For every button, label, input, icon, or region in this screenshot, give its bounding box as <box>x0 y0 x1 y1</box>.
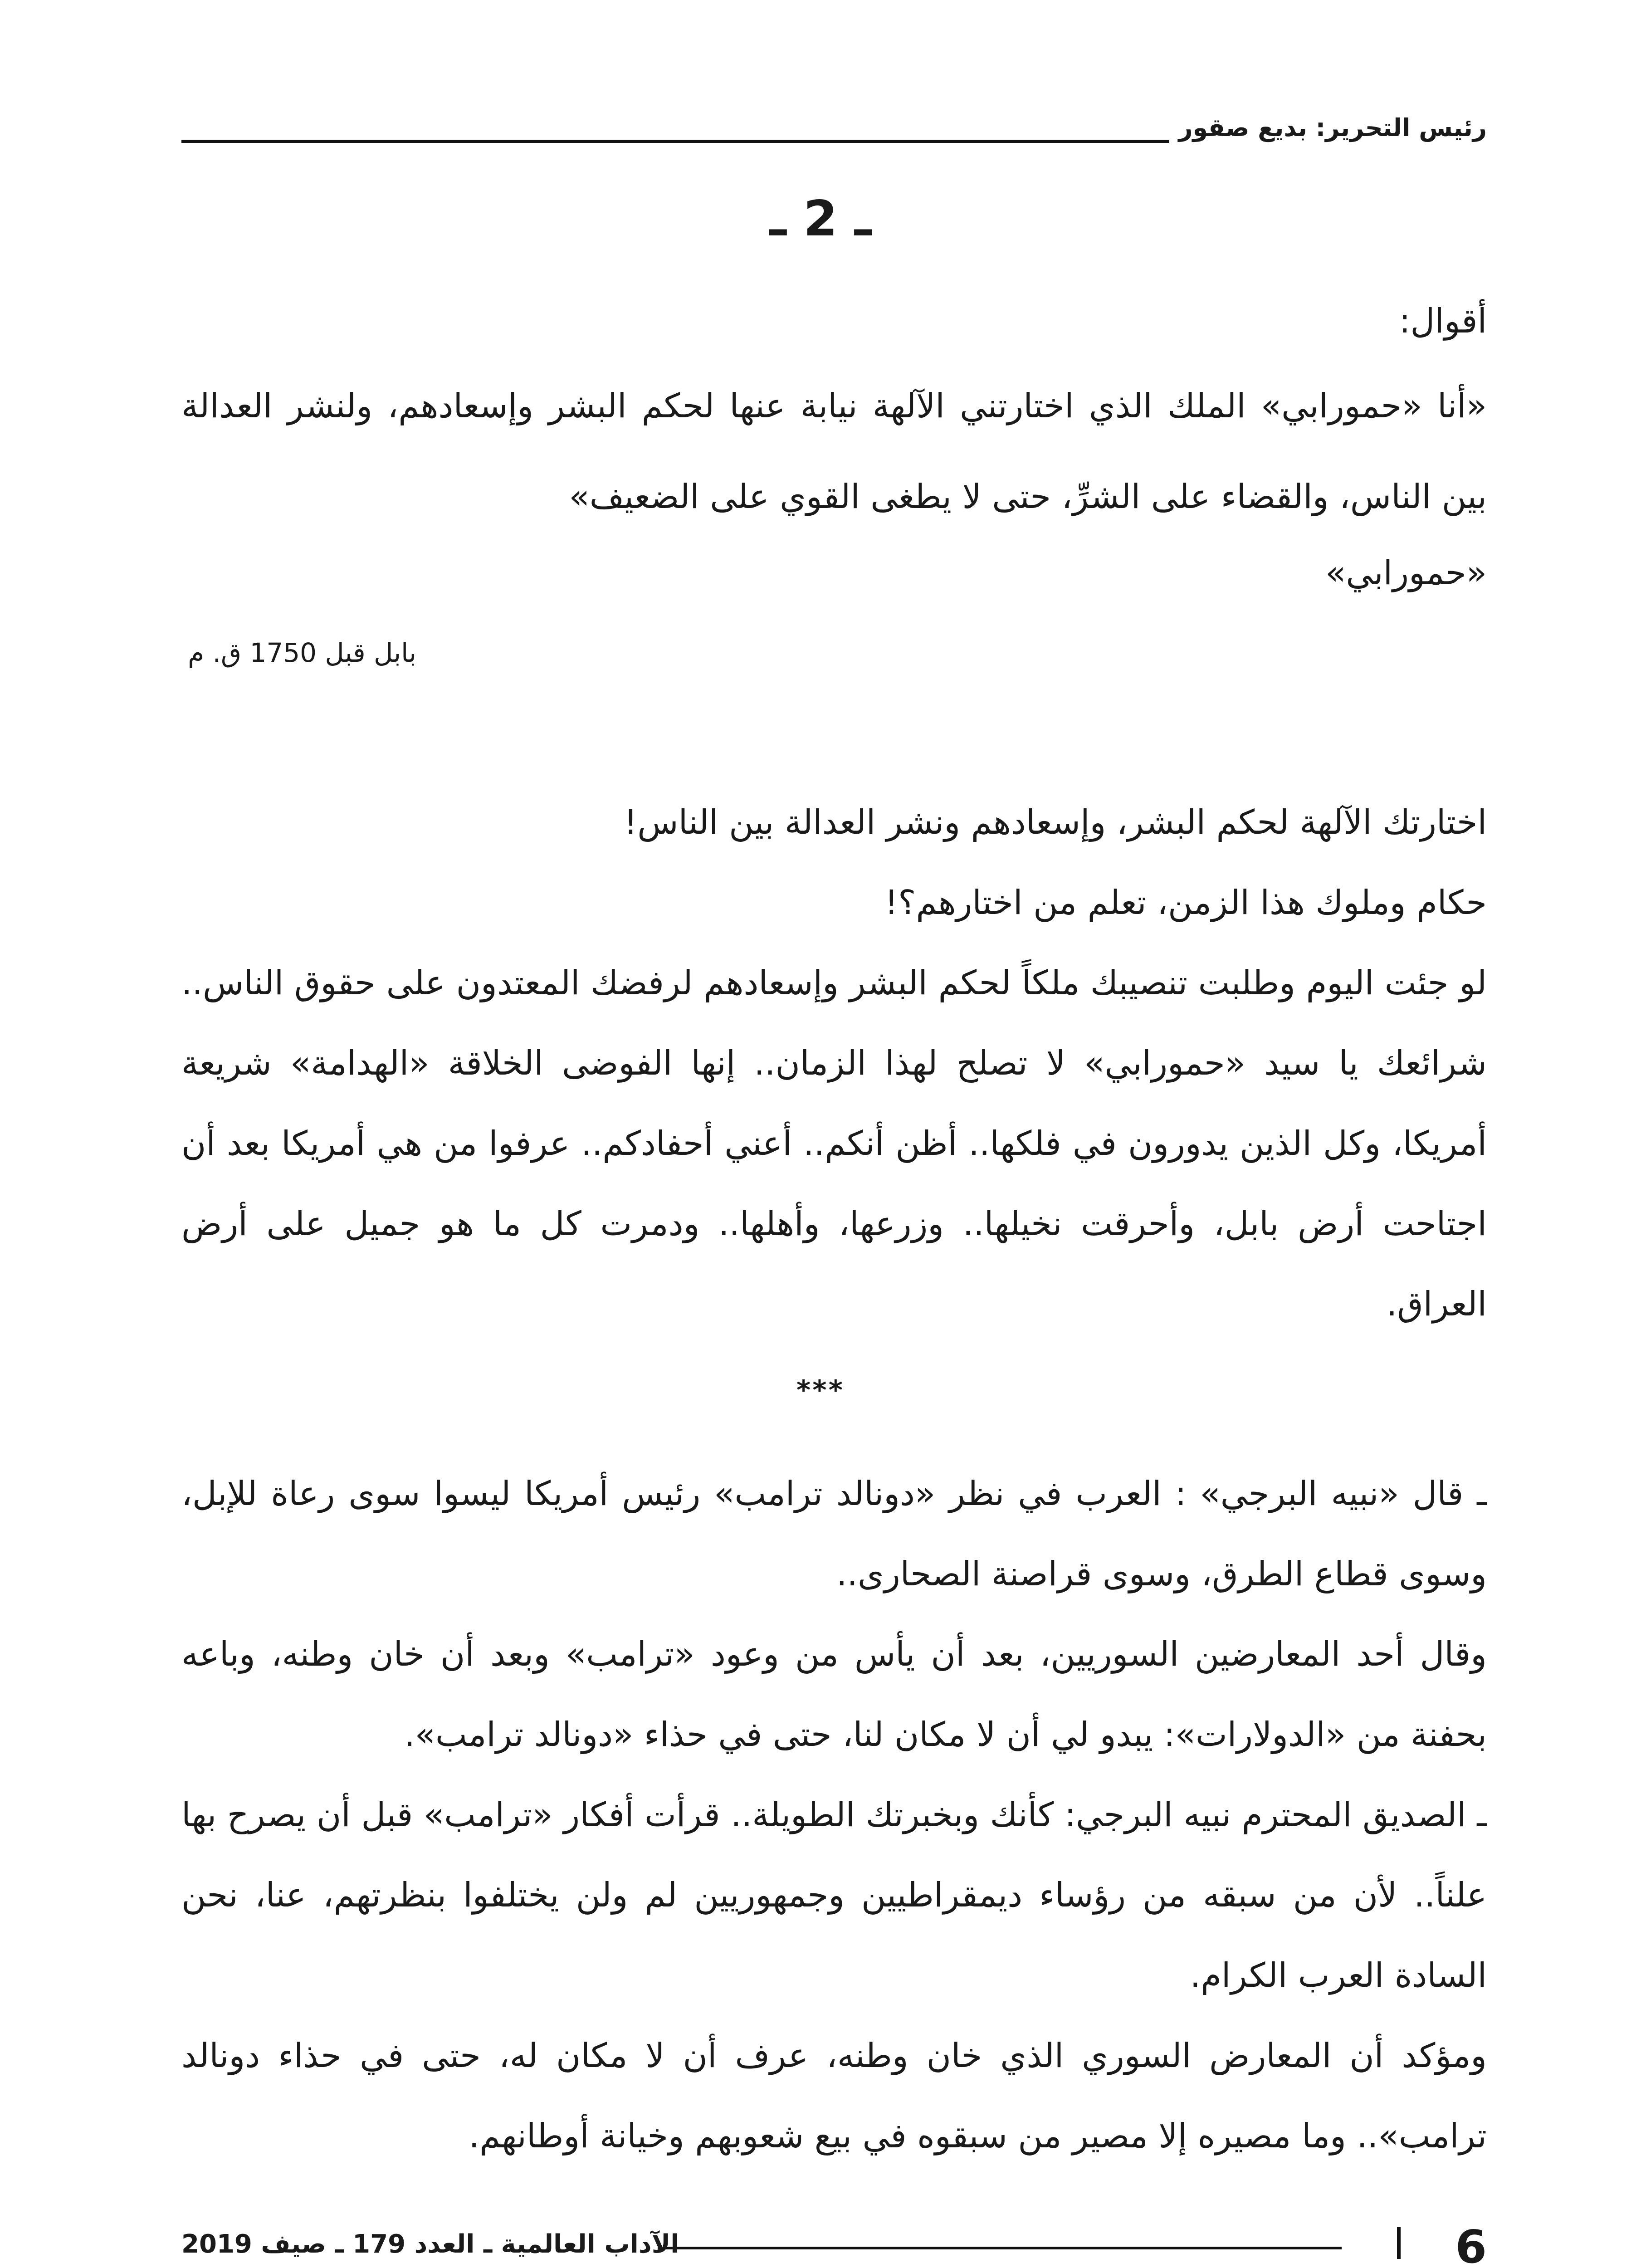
editor-line: رئيس التحرير: بديع صقور <box>1178 113 1487 142</box>
epigraph-dateline: بابل قبل 1750 ق. م <box>188 637 416 668</box>
section-number: ـ 2 ـ <box>769 191 872 247</box>
header-rule <box>181 140 1169 143</box>
journal-issue: الآداب العالمية ـ العدد 179 ـ صيف 2019 <box>181 2229 679 2259</box>
paragraph: اختارتك الآلهة لحكم البشر، وإسعادهم ونشر العدالة بين الناس! <box>624 803 1487 842</box>
paragraph: حكام وملوك هذا الزمن، تعلم من اختارهم؟! <box>884 883 1487 922</box>
body-section-2 <box>181 1454 1487 2176</box>
paragraph: ـ الصديق المحترم نبيه البرجي: كأنك وبخبرتك الطويلة.. قرأت أفكار «ترامب» قبل أن يصرح بها علناً.. لأن من سبقه من رؤساء ديمقراطيين وجمهوريين لم ولن يختلفوا بنظرتهم، عنا، نحن السادة العرب الكرام. <box>181 1795 1487 1995</box>
epigraph-quote-block <box>181 361 1487 542</box>
epigraph-quote: «أنا «حمورابي» الملك الذي اختارتني الآلهة نيابة عنها لحكم البشر وإسعادهم، ولنشر العدالة بين الناس، والقضاء على الشرِّ، حتى لا يطغى القوي على الضعيف» <box>181 386 1487 516</box>
paragraph: وقال أحد المعارضين السوريين، بعد أن يأس من وعود «ترامب» وبعد أن خان وطنه، وباعه بحفنة من «الدولارات»: يبدو لي أن لا مكان لنا، حتى في حذاء «دونالد ترامب». <box>181 1635 1487 1754</box>
epigraph-attribution-block <box>181 533 1487 613</box>
epigraph-label-block <box>181 281 1487 362</box>
page-footer <box>181 2220 1487 2268</box>
paragraph: لو جئت اليوم وطلبت تنصيبك ملكاً لحكم البشر وإسعادهم لرفضك المعتدون على حقوق الناس.. شرائعك يا سيد «حمورابي» لا تصلح لهذا الزمان.. إنها الفوضى الخلاقة «الهدامة» شريعة أمريكا، وكل الذين يدورون في فلكها.. أظن أنكم.. أعني أحفادكم.. عرفوا من هي أمريكا بعد أن اجتاحت أرض بابل، وأحرقت نخيلها.. وزرعها، وأهلها.. ودمرت كل ما هو جميل على أرض العراق. <box>181 963 1487 1324</box>
page-header <box>181 113 1487 163</box>
footer-rule <box>658 2247 1342 2249</box>
paragraph: ومؤكد أن المعارض السوري الذي خان وطنه، عرف أن لا مكان له، حتى في حذاء دونالد ترامب».. وما مصيره إلا مصير من سبقوه في بيع شعوبهم وخيانة أوطانهم. <box>181 2036 1487 2156</box>
paragraph: ـ قال «نبيه البرجي» : العرب في نظر «دونالد ترامب» رئيس أمريكا ليسوا سوى رعاة للإبل، وسوى قطاع الطرق، وسوى قراصنة الصحارى.. <box>181 1474 1487 1593</box>
page-number: 6 <box>1455 2220 1487 2268</box>
epigraph-label: أقوال: <box>1399 302 1487 341</box>
body-section-1 <box>181 782 1487 1344</box>
epigraph-attribution: «حمورابي» <box>1325 553 1487 592</box>
section-separator: *** <box>796 1374 845 1406</box>
footer-divider-bar <box>1397 2227 1401 2259</box>
